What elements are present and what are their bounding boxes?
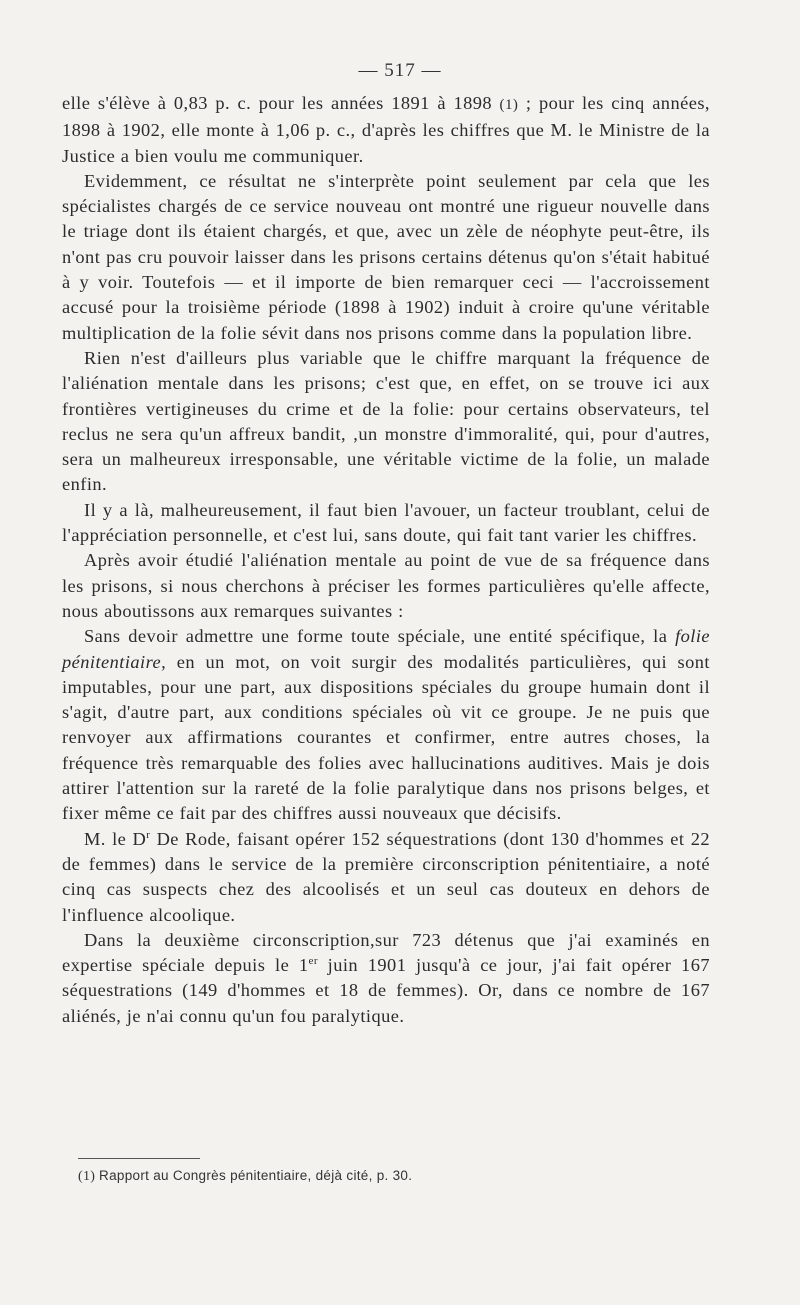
paragraph-1 (62, 91, 710, 169)
page-number: — 517 — (358, 60, 442, 81)
footnote-separator (78, 1158, 200, 1159)
footnote-marker: (1) (78, 1169, 96, 1184)
paragraph-8-text-start: Dans la deuxième circonscription,sur 723 détenus que j'ai examinés en expertise spéciale depuis le 1 (62, 929, 710, 976)
paragraph-6 (62, 624, 710, 826)
paragraph-1-text-end: ; pour les cinq années, 1898 à 1902, elle monte à 1,06 p. c., d'après les chiffres que M. le Ministre de la Justice a bien voulu me communiquer. (62, 93, 710, 166)
paragraph-8 (62, 928, 710, 1029)
italic-term: folie pénitentiaire, (62, 626, 710, 672)
paragraph-8-text-end: juin 1901 jusqu'à ce jour, j'ai fait opérer 167 séquestrations (149 d'hommes et 18 de femmes). Or, dans ce nombre de 167 aliénés, je n'ai connu qu'un fou paralytique. (62, 955, 710, 1026)
footnote (78, 1166, 718, 1187)
superscript-r: r (146, 828, 151, 841)
paragraph-1-text-start: elle s'élève à 0,83 p. c. pour les années 1891 à 1898 (62, 93, 500, 113)
paragraph-6-text-end: en un mot, on voit surgir des modalités particulières, qui sont imputables, pour une part, aux dispositions spéciales du groupe humain dont il s'agit, d'autre part, aux conditions spéciales où vit ce groupe. Je ne puis que renvoyer aux affirmations courantes et confirmer, entre autres choses, la fréquence très remarquable des folies avec hallucinations auditives. Mais je dois attirer l'attention sur la rareté de la folie paralytique dans nos prisons belges, et fixer même ce fait par des chiffres aussi nouveaux que décisifs. (62, 651, 710, 824)
paragraph-3: Rien n'est d'ailleurs plus variable que le chiffre marquant la fréquence de l'aliénation mentale dans les prisons; c'est que, en effet, on se trouve ici aux frontières vertigineuses du crime et de la folie: pour certains observateurs, tel reclus ne sera qu'un affreux bandit, ,un monstre d'immoralité, qui, pour d'autres, sera un malheureux irresponsable, une véritable victime de la folie, un malade enfin. (62, 347, 710, 495)
paragraph-4: Il y a là, malheureusement, il faut bien l'avouer, un facteur troublant, celui de l'appréciation personnelle, et c'est lui, sans doute, qui fait tant varier les chiffres. (62, 499, 710, 546)
superscript-er: er (308, 954, 318, 967)
paragraph-6-text-start: Sans devoir admettre une forme toute spéciale, une entité spécifique, la (84, 626, 676, 647)
paragraph-7-text-start: M. le D (84, 828, 147, 849)
body-text (62, 91, 710, 1029)
footnote-reference: (1) (499, 97, 519, 113)
paragraph-2: Evidemment, ce résultat ne s'interprète point seulement par cela que les spécialistes chargés de ce service nouveau ont montré une rigueur nouvelle dans le triage dont ils étaient chargés, et que, avec un zèle de néophyte peut-être, ils n'ont pas cru pouvoir laisser dans les prisons certains détenus qu'on s'était habitué à y voir. Toutefois — et il importe de bien remarquer ceci — l'accroissement accusé pour la troisième période (1898 à 1902) induit à croire qu'une véritable multiplication de la folie sévit dans nos prisons comme dans la population libre. (62, 170, 710, 343)
paragraph-5: Après avoir étudié l'aliénation mentale au point de vue de sa fréquence dans les prisons, si nous cherchons à préciser les formes particulières qu'elle affecte, nous aboutissons aux remarques suivantes : (62, 550, 710, 621)
footnote-text: Rapport au Congrès pénitentiaire, déjà cité, p. 30. (99, 1168, 413, 1183)
paragraph-7-text-end: De Rode, faisant opérer 152 séquestrations (dont 130 d'hommes et 22 de femmes) dans le service de la première circonscription pénitentiaire, a noté cinq cas suspects chez des alcoolisés et un seul cas douteux en dehors de l'influence alcoolique. (62, 828, 710, 925)
paragraph-7 (62, 827, 710, 928)
